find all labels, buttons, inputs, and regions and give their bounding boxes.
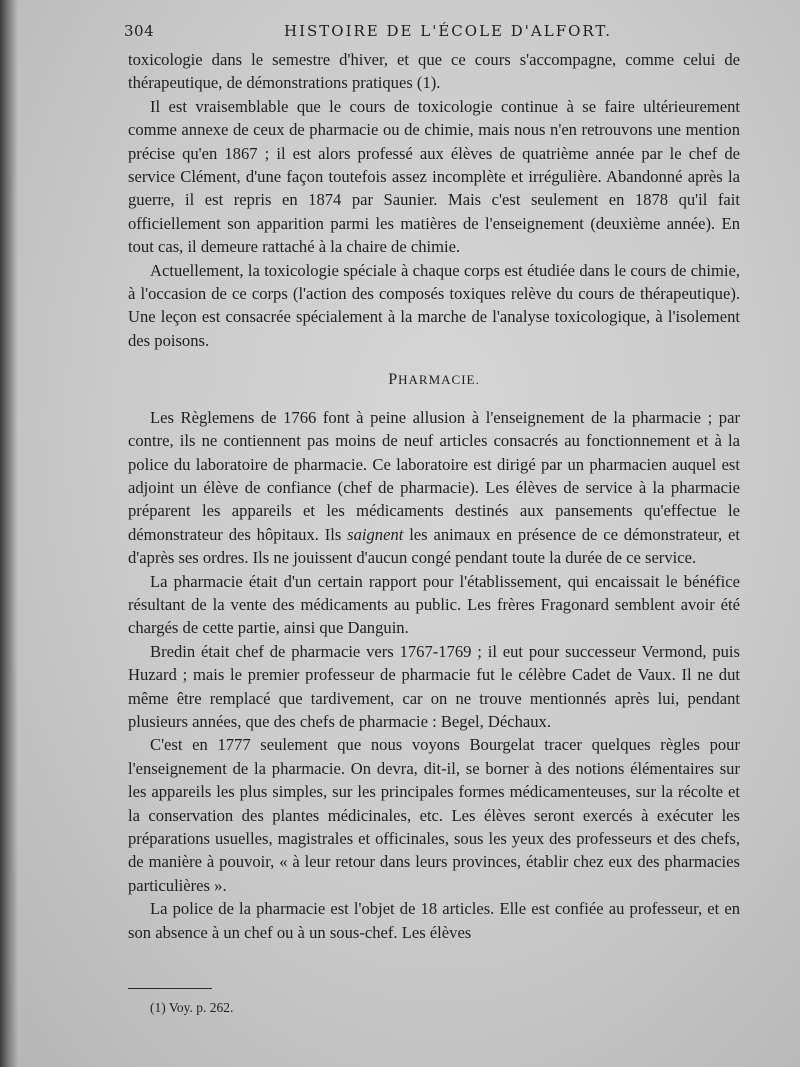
section-heading-pharmacie bbox=[128, 368, 740, 391]
paragraph-pharmacie-rapport: La pharmacie était d'un certain rapport pour l'établissement, qui encaissait le bénéfice résultant de la vente des médicaments au public. Les frères Fragonard semblent avoir été chargés de cette partie, ainsi que Danguin. bbox=[128, 571, 740, 638]
paragraph-toxicologie-continued: toxicologie dans le semestre d'hiver, et que ce cours s'accompagne, comme celui de thérapeutique, de démonstrations pratiques (1). bbox=[128, 50, 740, 93]
paragraph-police: La police de la pharmacie est l'objet de 18 articles. Elle est confiée au professeur, et en son absence à un chef ou à un sous-chef. Les élèves bbox=[128, 899, 740, 942]
section-heading-rest: HARMACIE. bbox=[398, 372, 480, 388]
section-heading-initial: P bbox=[388, 371, 399, 389]
running-title: HISTOIRE DE L'ÉCOLE D'ALFORT. bbox=[284, 22, 612, 40]
paragraph-toxicologie-history: Il est vraisemblable que le cours de toxicologie continue à se faire ultérieurement comme annexe de ceux de pharmacie ou de chimie, mais nous n'en retrouvons une mention précise qu'en 1867 ; il est alors professé aux élèves de quatrième année par le chef de service Clément, d'une façon toutefois assez incomplète et irrégulière. Abandonné après la guerre, il est repris en 1874 par Saunier. Mais c'est seulement en 1878 qu'il fait officiellement son apparition parmi les matières de l'enseignement (deuxième année). En tout cas, il demeure rattaché à la chaire de chimie. bbox=[128, 96, 740, 257]
paragraph-bredin: Bredin était chef de pharmacie vers 1767-1769 ; il eut pour successeur Vermond, puis Huzard ; mais le premier professeur de pharmacie fut le célèbre Cadet de Vaux. Il ne dut même être remplacé que tardivement, car on ne trouve mentionnés après lui, pendant plusieurs années, que des chefs de pharmacie : Begel, Déchaux. bbox=[128, 641, 740, 731]
footnote: (1) Voy. p. 262. bbox=[150, 1000, 234, 1015]
paragraph-reglemens bbox=[128, 406, 740, 570]
paragraph-reglemens-part1: Les Règlemens de 1766 font à peine allusion à l'enseignement de la pharmacie ; par contre, ils ne contiennent pas moins de neuf articles consacrés au fonctionnement et à la police du laboratoire de pharmacie. Ce laboratoire est dirigé par un pharmacien auquel est adjoint un élève de confiance (chef de pharmacie). Les élèves de service à la pharmacie préparent les appareils et les médicaments destinés aux pansements qu'effectue le démonstrateur des hôpitaux. Ils bbox=[128, 407, 740, 544]
italic-saignent: saignent bbox=[347, 524, 404, 544]
footnote-rule bbox=[128, 988, 212, 989]
body-text bbox=[128, 48, 740, 944]
paragraph-bourgelat: C'est en 1777 seulement que nous voyons Bourgelat tracer quelques règles pour l'enseignement de la pharmacie. On devra, dit-il, se borner à des notions élémentaires sur les appareils les plus simples, sur les principales formes médicamenteuses, sur la récolte et la conservation des plantes médicinales, etc. Les élèves seront exercés à exécuter les préparations usuelles, magistrales et officinales, sous les yeux des professeurs et des chefs, de manière à pouvoir, « à leur retour dans leurs provinces, établir chez eux des pharmacies particulières ». bbox=[128, 735, 740, 895]
page-header bbox=[124, 18, 744, 44]
paragraph-reglemens-part2: les animaux en présence de ce démonstrateur, et d'après ses ordres. Ils ne jouissent d'aucun congé pendant toute la durée de ce service. bbox=[128, 524, 740, 568]
page-number: 304 bbox=[124, 22, 155, 40]
binding-shadow bbox=[0, 0, 18, 1067]
paragraph-toxicologie-actuelle: Actuellement, la toxicologie spéciale à chaque corps est étudiée dans le cours de chimie, à l'occasion de ce corps (l'action des composés toxiques relève du cours de thérapeutique). Une leçon est consacrée spécialement à la marche de l'analyse toxicologique, à l'isolement des poisons. bbox=[128, 260, 740, 350]
